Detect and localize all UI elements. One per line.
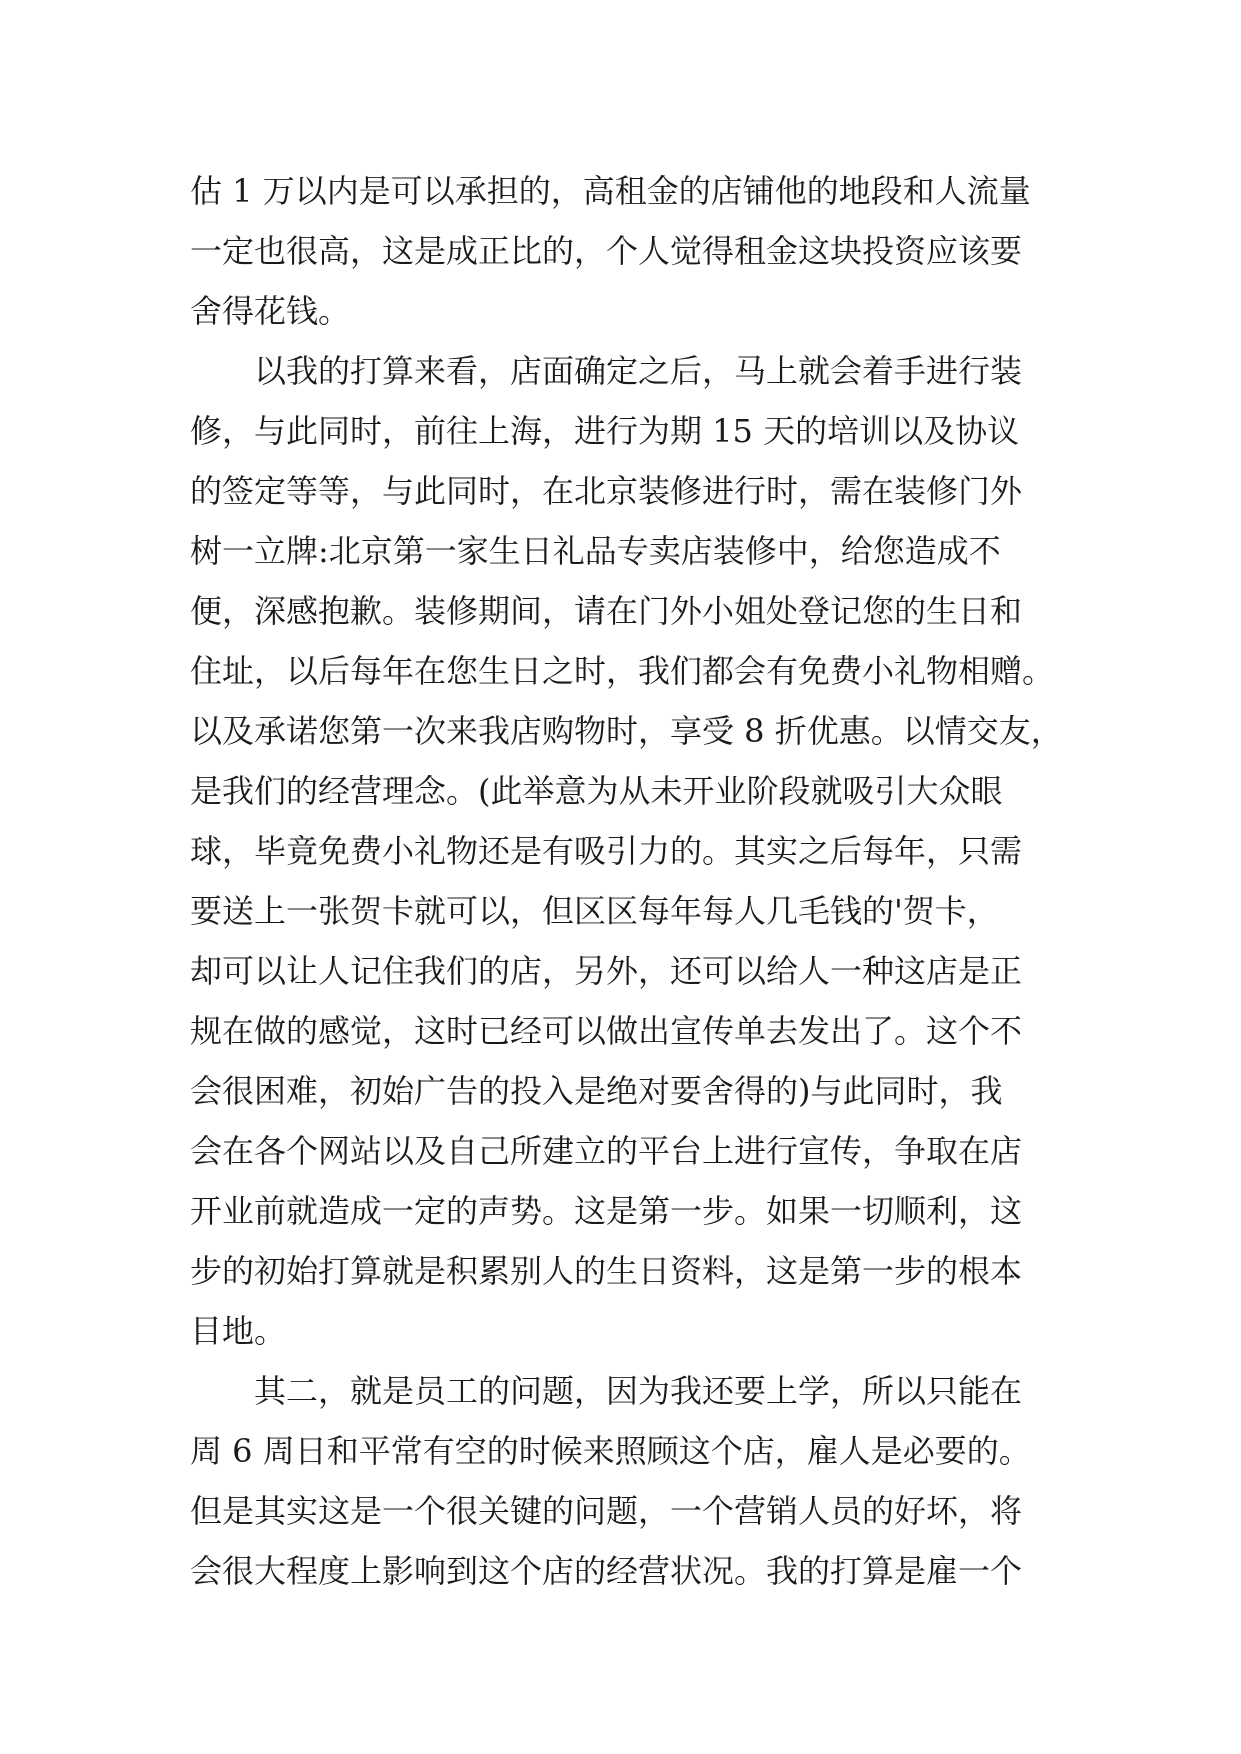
text-line: 住址，以后每年在您生日之时，我们都会有免费小礼物相赠。 xyxy=(190,652,1055,690)
text-line: 树一立牌:北京第一家生日礼品专卖店装修中，给您造成不 xyxy=(190,532,1001,570)
text-line: 但是其实这是一个很关键的问题，一个营销人员的好坏，将 xyxy=(190,1492,1023,1530)
text-line: 球，毕竟免费小礼物还是有吸引力的。其实之后每年，只需 xyxy=(190,832,1023,870)
text-line: 规在做的感觉，这时已经可以做出宣传单去发出了。这个不 xyxy=(190,1012,1023,1050)
text-line: 舍得花钱。 xyxy=(190,292,351,330)
text-line: 步的初始打算就是积累别人的生日资料，这是第一步的根本 xyxy=(190,1252,1023,1290)
text-line: 周 6 周日和平常有空的时候来照顾这个店，雇人是必要的。 xyxy=(190,1432,1031,1470)
text-line: 是我们的经营理念。(此举意为从未开业阶段就吸引大众眼 xyxy=(190,772,1003,810)
text-line: 的签定等等，与此同时，在北京装修进行时，需在装修门外 xyxy=(190,472,1023,510)
text-line: 目地。 xyxy=(190,1312,287,1350)
text-line: 以及承诺您第一次来我店购物时，享受 8 折优惠。以情交友， xyxy=(190,712,1063,750)
text-line: 开业前就造成一定的声势。这是第一步。如果一切顺利，这 xyxy=(190,1192,1023,1230)
text-line: 却可以让人记住我们的店，另外，还可以给人一种这店是正 xyxy=(190,952,1023,990)
text-line: 要送上一张贺卡就可以，但区区每年每人几毛钱的'贺卡， xyxy=(190,892,999,930)
text-line: 修，与此同时，前往上海，进行为期 15 天的培训以及协议 xyxy=(190,412,1020,450)
text-line: 便，深感抱歉。装修期间，请在门外小姐处登记您的生日和 xyxy=(190,592,1023,630)
body-text xyxy=(190,161,1070,1601)
text-line: 估 1 万以内是可以承担的，高租金的店铺他的地段和人流量 xyxy=(190,172,1031,210)
text-line: 会很大程度上影响到这个店的经营状况。我的打算是雇一个 xyxy=(190,1552,1023,1590)
text-line: 会很困难，初始广告的投入是绝对要舍得的)与此同时，我 xyxy=(190,1072,1003,1110)
text-line: 以我的打算来看，店面确定之后，马上就会着手进行装 xyxy=(190,352,1023,390)
text-line: 一定也很高，这是成正比的，个人觉得租金这块投资应该要 xyxy=(190,232,1023,270)
text-line: 会在各个网站以及自己所建立的平台上进行宣传，争取在店 xyxy=(190,1132,1023,1170)
text-line: 其二，就是员工的问题，因为我还要上学，所以只能在 xyxy=(190,1372,1023,1410)
